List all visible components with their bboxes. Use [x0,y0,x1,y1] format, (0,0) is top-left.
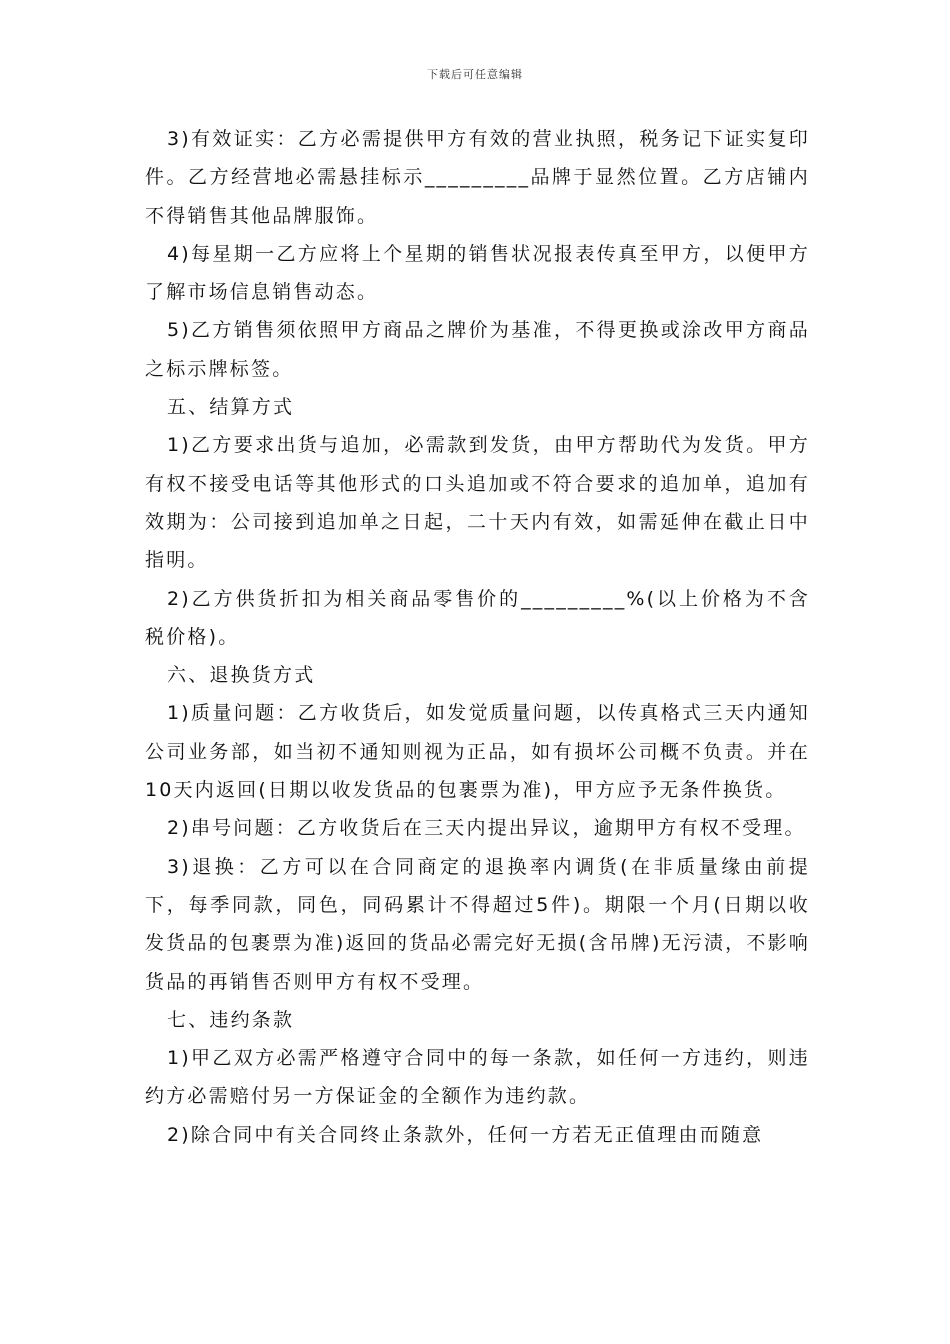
clause-paragraph: 2)串号问题：乙方收货后在三天内提出异议，逾期甲方有权不受理。 [167,817,806,840]
section-heading: 六、退换货方式 [167,664,316,687]
clause-paragraph: 3)有效证实：乙方必需提供甲方有效的营业执照，税务记下证实复印件。乙方经营地必需悬挂标示_________品牌于显然位置。乙方店铺内不得销售其他品牌服饰。 [145,128,810,227]
clause-paragraph: 5)乙方销售须依照甲方商品之牌价为基准，不得更换或涂改甲方商品之标示牌标签。 [145,319,810,380]
clause-paragraph: 1)质量问题：乙方收货后，如发觉质量问题，以传真格式三天内通知公司业务部，如当初不通知则视为正品，如有损坏公司概不负责。并在10天内返回(日期以收发货品的包裹票为准)，甲方应予无条件换货。 [145,702,810,802]
page-header: 下载后可任意编辑 [427,68,523,81]
section-heading: 五、结算方式 [167,396,295,419]
document-body [145,120,810,1154]
clause-paragraph: 1)乙方要求出货与追加，必需款到发货，由甲方帮助代为发货。甲方有权不接受电话等其他形式的口头追加或不符合要求的追加单，追加有效期为：公司接到追加单之日起，二十天内有效，如需延伸在截止日中指明。 [145,434,810,572]
clause-paragraph: 2)乙方供货折扣为相关商品零售价的_________%(以上价格为不含税价格)。 [145,587,810,648]
clause-paragraph: 1)甲乙双方必需严格遵守合同中的每一条款，如任何一方违约，则违约方必需赔付另一方保证金的全额作为违约款。 [145,1047,810,1108]
section-heading: 七、违约条款 [167,1008,295,1031]
clause-paragraph: 2)除合同中有关合同终止条款外，任何一方若无正值理由而随意 [167,1123,764,1146]
clause-paragraph: 4)每星期一乙方应将上个星期的销售状况报表传真至甲方，以便甲方了解市场信息销售动态。 [145,242,810,304]
clause-paragraph: 3)退换：乙方可以在合同商定的退换率内调货(在非质量缘由前提下，每季同款，同色，同码累计不得超过5件)。期限一个月(日期以收发货品的包裹票为准)返回的货品必需完好无损(含吊牌)无污渍，不影响货品的再销售否则甲方有权不受理。 [145,855,810,993]
